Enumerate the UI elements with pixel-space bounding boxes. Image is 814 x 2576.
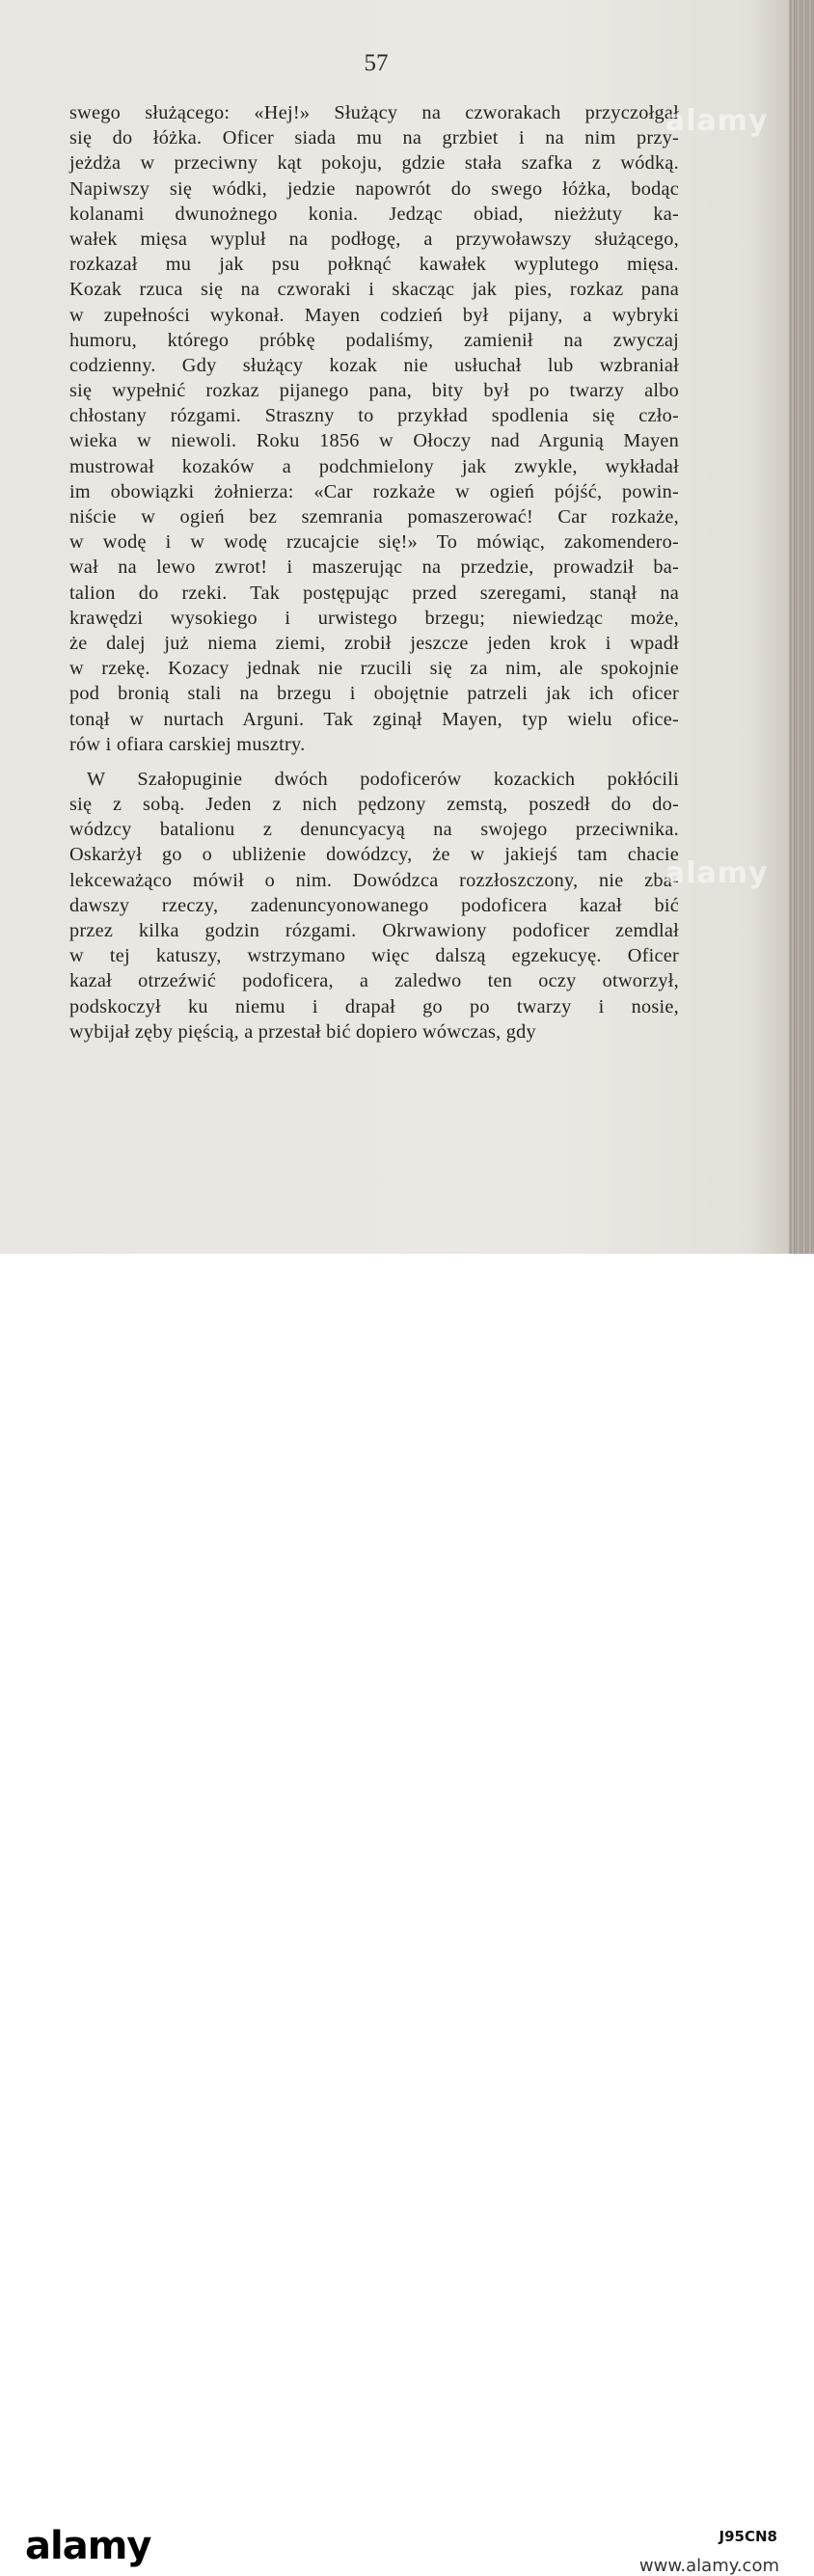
text-line: się z sobą. Jeden z nich pędzony zemstą, poszedł do do-: [69, 794, 679, 816]
text-line: Napiwszy się wódki, jedzie napowrót do swego łóżka, bodąc: [69, 177, 679, 200]
text-line: że dalej już niema ziemi, zrobił jeszcze jeden krok i wpadł: [69, 632, 679, 654]
page-number: 57: [364, 50, 389, 76]
text-line: kazał otrzeźwić podoficera, a zaledwo ten oczy otworzył,: [69, 970, 679, 992]
text-line: codzienny. Gdy służący kozak nie usłuchał lub wzbraniał: [69, 354, 679, 376]
watermark: alamy: [665, 856, 769, 890]
paragraph-gap: [69, 757, 679, 767]
text-line: krawędzi wysokiego i urwistego brzegu; niewiedząc może,: [69, 607, 679, 629]
text-line: chłostany rózgami. Straszny to przykład spodlenia się czło-: [69, 405, 679, 427]
footer-url: www.alamy.com: [638, 2556, 779, 2576]
text-line: niście w ogień bez szemrania pomaszerować! Car rozkaże,: [69, 506, 679, 528]
image-id: J95CN8: [719, 2528, 777, 2545]
text-line: się do łóżka. Oficer siada mu na grzbiet i na nim przy-: [69, 127, 679, 149]
paper-sheet: [0, 0, 789, 1254]
text-line: tonął w nurtach Arguni. Tak zginął Mayen, typ wielu ofice-: [69, 708, 679, 730]
text-line: mustrował kozaków a podchmielony jak zwykle, wykładał: [69, 455, 679, 477]
text-line: podskoczył ku niemu i drapał go po twarzy i nosie,: [69, 995, 679, 1017]
text-line: wieka w niewoli. Roku 1856 w Ołoczy nad Argunią Mayen: [69, 430, 679, 452]
text-line: w tej katuszy, wstrzymano więc dalszą egzekucyę. Oficer: [69, 945, 679, 967]
text-line: Kozak rzuca się na czworaki i skacząc jak pies, rozkaz pana: [69, 279, 679, 301]
watermark: alamy: [665, 104, 769, 138]
text-line: wódzcy batalionu z denuncyacyą na swojego przeciwnika.: [69, 819, 679, 841]
text-line: lekceważąco mówił o nim. Dowódzca rozzłoszczony, nie zba-: [69, 869, 679, 891]
text-line: rozkazał mu jak psu połknąć kawałek wyplutego mięsa.: [69, 254, 679, 276]
text-line: humoru, którego próbkę podaliśmy, zamienił na zwyczaj: [69, 329, 679, 351]
text-line: jeżdża w przeciwny kąt pokoju, gdzie stała szafka z wódką.: [69, 152, 679, 175]
text-line: W Szałopuginie dwóch podoficerów kozackich pokłócili: [87, 768, 679, 790]
text-line: wał na lewo zwrot! i maszerując na przedzie, prowadził ba-: [69, 556, 679, 579]
text-line: wałek mięsa wypluł na podłogę, a przywoławszy służącego,: [69, 228, 679, 250]
footer-bar: [0, 1254, 814, 2576]
text-line: wybijał zęby pięścią, a przestał bić dopiero wówczas, gdy: [69, 1020, 536, 1043]
text-line: w wodę i w wodę rzucajcie się!» To mówiąc, zakomendero-: [69, 531, 679, 554]
text-line: w rzekę. Kozacy jednak nie rzucili się za nim, ale spokojnie: [69, 658, 679, 680]
text-line: pod bronią stali na brzegu i obojętnie patrzeli jak ich oficer: [69, 683, 679, 705]
text-line: Oskarżył go o ubliżenie dowódzcy, że w jakiejś tam chacie: [69, 844, 679, 866]
body-text: [69, 100, 679, 1044]
text-line: przez kilka godzin rózgami. Okrwawiony podoficer zemdlał: [69, 920, 679, 941]
text-line: swego służącego: «Hej!» Służący na czworakach przyczołgał: [69, 102, 679, 123]
text-line: się wypełnić rozkaz pijanego pana, bity był po twarzy albo: [69, 380, 679, 402]
book-page-edges: [789, 0, 814, 1254]
brand-logo: alamy: [25, 2524, 151, 2568]
text-line: dawszy rzeczy, zadenuncyonowanego podoficera kazał bić: [69, 894, 679, 916]
text-line: rów i ofiara carskiej musztry.: [69, 733, 306, 755]
text-line: talion do rzeki. Tak postępując przed szeregami, stanął na: [69, 582, 679, 604]
text-line: w zupełności wykonał. Mayen codzień był pijany, a wybryki: [69, 304, 679, 326]
text-line: kolanami dwunożnego konia. Jedząc obiad, nieżżuty ka-: [69, 203, 679, 225]
text-line: im obowiązki żołnierza: «Car rozkaże w ogień pójść, powin-: [69, 480, 679, 502]
scanned-page: [0, 0, 814, 1254]
